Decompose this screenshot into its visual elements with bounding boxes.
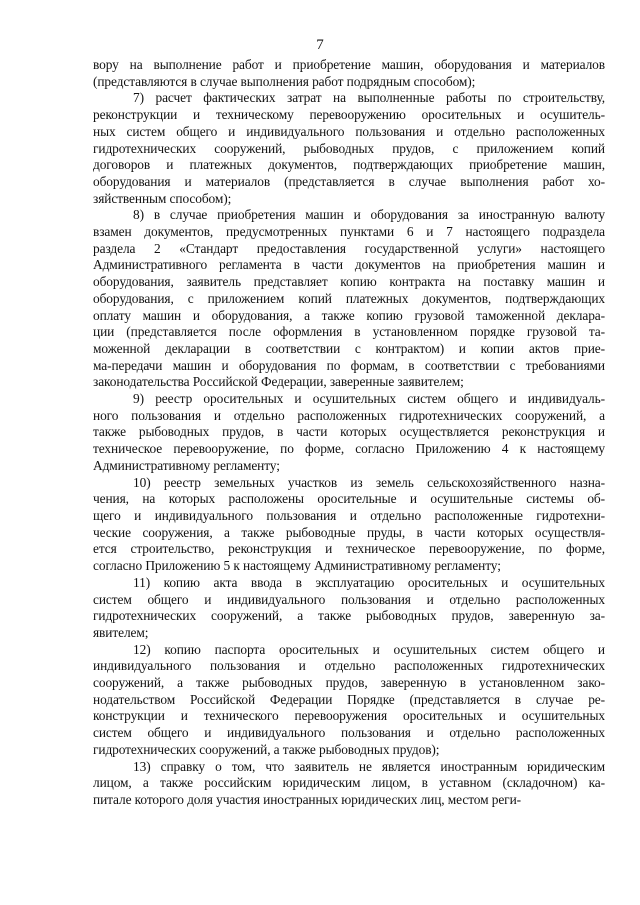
text-line: 11) копию акта ввода в эксплуатацию оросительных и осушительных [133, 574, 605, 590]
text-line: ма-передачи машин и оборудования по формам, в соответствии с требованиями [93, 357, 605, 373]
text-line: моженной декларации в соответствии с контрактом) и копии актов прие- [93, 340, 605, 356]
text-line: 13) справку о том, что заявитель не является иностранным юридическим [133, 758, 605, 774]
text-line: питале которого доля участия иностранных юридических лиц, местом реги- [93, 791, 521, 807]
text-line: техническое перевооружение, по форме, согласно Приложению 4 к настоящему [93, 441, 605, 457]
text-line: оборудования и материалов (представляется в случае выполнения работ хо- [93, 173, 605, 189]
text-line: щего и индивидуального пользования и отдельно расположенные гидротехни- [93, 507, 605, 523]
text-line: 9) реестр оросительных и осушительных систем общего и индивидуаль- [133, 391, 605, 407]
text-line: нодательством Российской Федерации Порядке (представляется в случае ре- [93, 691, 605, 707]
text-line: ции (представляется после оформления в установленном порядке грузовой та- [93, 324, 605, 340]
text-line: согласно Приложению 5 к настоящему Административному регламенту; [93, 558, 501, 574]
text-line: (представляются в случае выполнения работ подрядным способом); [93, 73, 476, 89]
text-line: оплату машин и оборудования, а также копию грузовой таможенной деклара- [93, 307, 605, 323]
paragraph-item-12 [93, 642, 605, 759]
text-line: зяйственным способом); [93, 190, 232, 206]
text-line: ного пользования и отдельно расположенных гидротехнических сооружений, а [93, 407, 605, 423]
text-line: явителем; [93, 624, 149, 640]
text-line: ческие сооружения, а также рыбоводные пруды, в части которых осуществля- [93, 524, 605, 540]
text-line: вору на выполнение работ и приобретение машин, оборудования и материалов [93, 57, 605, 72]
text-line: индивидуального пользования и отдельно расположенных гидротехнических [93, 658, 605, 674]
text-line: систем общего и индивидуального пользования и отдельно расположенных [93, 591, 605, 607]
text-line: ется строительство, реконструкция и техническое перевооружение, по форме, [93, 541, 605, 557]
paragraph-item-8 [93, 207, 605, 391]
paragraph-item-7 [93, 90, 605, 207]
text-line: лицом, а также российским юридическим лицом, в уставном (складочном) ка- [93, 775, 605, 791]
paragraph-cont [93, 57, 605, 90]
text-line: сооружений, а также рыбоводных прудов, заверенную в установленном зако- [93, 675, 605, 691]
text-line: систем общего и индивидуального пользования и отдельно расположенных [93, 725, 605, 741]
text-line: ных систем общего и индивидуального пользования и отдельно расположенных [93, 123, 605, 139]
text-line: чения, на которых расположены оросительные и осушительные системы об- [93, 491, 605, 507]
text-line: 8) в случае приобретения машин и оборудования за иностранную валюту [133, 207, 605, 223]
text-line: оборудования, с приложением копий платежных документов, подтверждающих [93, 290, 605, 306]
text-line: гидротехнических сооружений, а также рыбоводных прудов); [93, 741, 440, 757]
text-line: раздела 2 «Стандарт предоставления государственной услуги» настоящего [93, 240, 605, 256]
text-line: Административному регламенту; [93, 457, 280, 473]
text-line: 12) копию паспорта оросительных и осушительных систем общего и [133, 641, 605, 657]
document-body [93, 57, 605, 809]
paragraph-item-11 [93, 575, 605, 642]
text-line: 7) расчет фактических затрат на выполненные работы по строительству, [133, 90, 605, 106]
text-line: взамен документов, предусмотренных пунктами 6 и 7 настоящего подраздела [93, 224, 605, 240]
paragraph-item-9 [93, 391, 605, 475]
paragraph-item-13 [93, 759, 605, 809]
text-line: также рыбоводных прудов, в части которых осуществляется реконструкция и [93, 424, 605, 440]
text-line: оборудования, заявитель представляет копию контракта на поставку машин и [93, 274, 605, 290]
text-line: гидротехнических сооружений, рыбоводных прудов, с приложением копий [93, 140, 605, 156]
page-number: 7 [316, 37, 324, 53]
text-line: 10) реестр земельных участков из земель сельскохозяйственного назна- [133, 474, 605, 490]
text-line: конструкции и технического перевооружения оросительных и осушительных [93, 708, 605, 724]
text-line: Административного регламента в части документов на приобретения машин и [93, 257, 605, 273]
text-line: законодательства Российской Федерации, заверенные заявителем; [93, 374, 464, 390]
text-line: реконструкции и техническому перевооружению оросительных и осушитель- [93, 107, 605, 123]
text-line: гидротехнических сооружений, а также рыбоводных прудов, заверенную за- [93, 608, 605, 624]
text-line: договоров и платежных документов, подтверждающих приобретение машин, [93, 157, 605, 173]
paragraph-item-10 [93, 475, 605, 575]
